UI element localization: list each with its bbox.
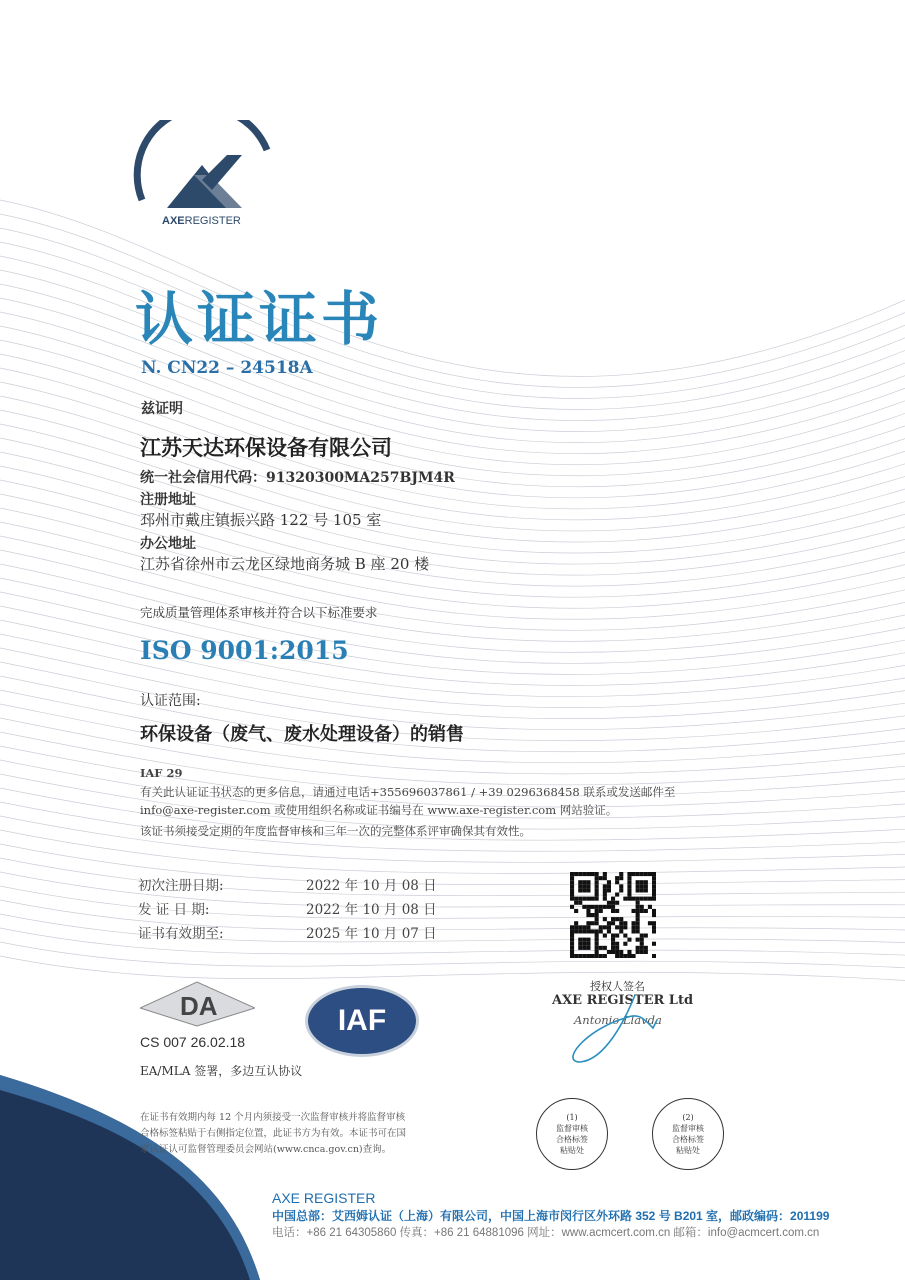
info-line: 该证书须接受定期的年度监督审核和三年一次的完整体系评审确保其有效性。 (140, 824, 531, 838)
iaf-logo (305, 985, 419, 1057)
info-line: 有关此认证证书状态的更多信息，请通过电话+355696037861 / +39 0296368458 联系或发送邮件至 (140, 785, 676, 799)
date-value: 2022 年 10 月 08 日 (306, 878, 437, 894)
registered-address: 邳州市戴庄镇振兴路 122 号 105 室 (140, 511, 382, 529)
sticker-placeholder-2 (652, 1098, 724, 1170)
office-address: 江苏省徐州市云龙区绿地商务城 B 座 20 楼 (140, 555, 430, 573)
signature-label: 授权人签名 (590, 980, 645, 993)
iaf-code: IAF 29 (140, 766, 183, 780)
date-label: 发 证 日 期: (138, 902, 210, 918)
scope-label: 认证范围: (140, 693, 201, 709)
office-address-label: 办公地址 (140, 536, 196, 552)
surveillance-notice (140, 1110, 406, 1158)
certificate-title: 认证证书 (135, 285, 384, 353)
notice-line: 家认证认可监督管理委员会网站(www.cnca.gov.cn)查询。 (140, 1144, 392, 1155)
credit-code: 统一社会信用代码：91320300MA257BJM4R (140, 470, 455, 486)
sticker-placeholder-1 (536, 1098, 608, 1170)
signature-org: AXE REGISTER Ltd (552, 993, 694, 1008)
footer-headquarters: 中国总部：艾西姆认证（上海）有限公司，中国上海市闵行区外环路 352 号 B201 室，邮政编码：201199 (272, 1209, 830, 1223)
info-line: info@axe-register.com 或使用组织名称或证书编号在 www.axe-register.com 网站验证。 (140, 803, 618, 817)
date-value: 2022 年 10 月 08 日 (306, 902, 437, 918)
sticker-num: (1) (566, 1113, 578, 1122)
sticker-text: 合格标签 (556, 1135, 588, 1144)
dates-table (138, 872, 437, 944)
registered-address-label: 注册地址 (140, 492, 196, 508)
accreditation-code: CS 007 26.02.18 (140, 1034, 246, 1050)
company-name: 江苏天达环保设备有限公司 (140, 435, 392, 460)
conformity-statement: 完成质量管理体系审核并符合以下标准要求 (140, 605, 378, 620)
date-value: 2025 年 10 月 07 日 (306, 926, 437, 942)
ea-mla-text: EA/MLA 签署，多边互认协议 (140, 1064, 303, 1078)
date-label: 证书有效期至: (138, 926, 224, 942)
da-logo-text: DA (180, 991, 218, 1021)
sticker-text: 粘贴处 (676, 1146, 700, 1155)
standard: ISO 9001:2015 (140, 636, 349, 665)
date-row (138, 896, 437, 920)
handwritten-signature (565, 990, 675, 1070)
signatory-name: Antonio Llavda (574, 1013, 662, 1027)
notice-line: 在证书有效期内每 12 个月内须接受一次监督审核并将监督审核 (140, 1112, 406, 1123)
info-block (140, 783, 675, 840)
hereby-label: 兹证明 (141, 401, 183, 417)
notice-line: 合格标签粘贴于右侧指定位置，此证书方为有效。本证书可在国 (140, 1128, 407, 1139)
scope: 环保设备（废气、废水处理设备）的销售 (140, 724, 464, 745)
date-label: 初次注册日期: (138, 878, 224, 894)
footer-contact: 电话：+86 21 64305860 传真：+86 21 64881096 网址：www.acmcert.com.cn 邮箱：info@acmcert.com.cn (272, 1227, 820, 1239)
qr-code (570, 872, 656, 958)
sticker-text: 合格标签 (672, 1135, 704, 1144)
sticker-text: 粘贴处 (560, 1146, 584, 1155)
iaf-logo-text: IAF (337, 1004, 387, 1037)
date-row (138, 920, 437, 944)
axe-register-logo (132, 120, 272, 230)
logo-text-bold: AXE (162, 215, 185, 227)
logo-text-light: REGISTER (184, 215, 241, 227)
sticker-text: 监督审核 (672, 1124, 704, 1133)
certificate-number: N. CN22 – 24518A (141, 358, 313, 378)
sticker-num: (2) (682, 1113, 694, 1122)
date-row (138, 872, 437, 896)
da-accreditation-logo (140, 980, 255, 1050)
sticker-text: 监督审核 (556, 1124, 588, 1133)
footer-org: AXE REGISTER (272, 1190, 376, 1206)
